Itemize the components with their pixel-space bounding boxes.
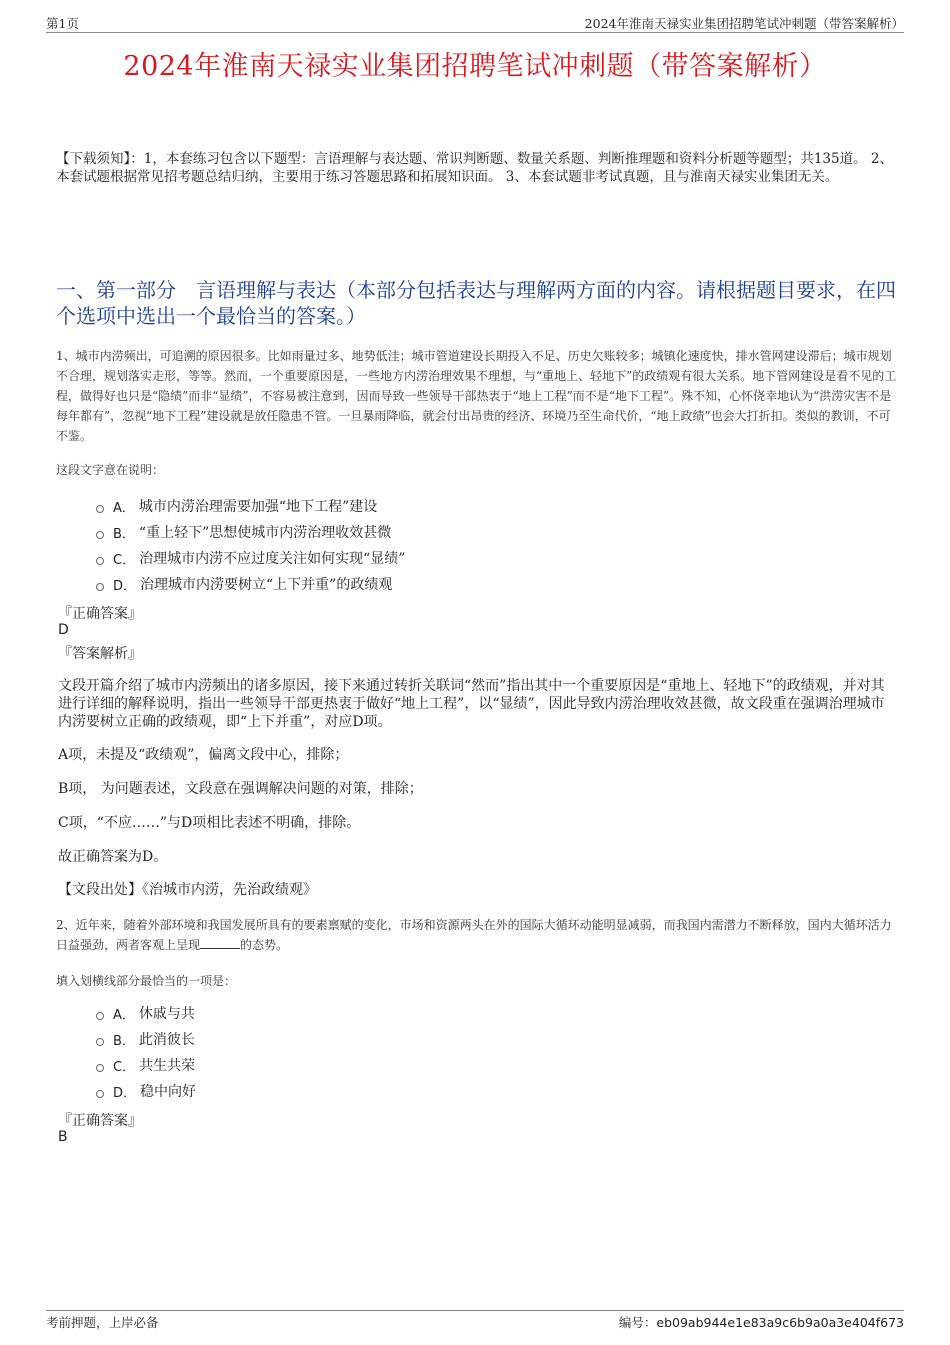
correct-answer-label: 『正确答案』 <box>58 1113 142 1129</box>
question-1-prompt: 这段文字意在说明： <box>56 463 165 477</box>
correct-answer: B <box>58 1129 68 1145</box>
radio-button-icon[interactable] <box>96 1012 104 1020</box>
download-notice: 【下载须知】：1，本套练习包含以下题型：言语理解与表达题、常识判断题、数量关系题、判断推理题和资料分析题等题型；共135道。 2、本套试题根据常见招考题总结归纳，主要用于练习答题思路和拓展知识面。 3、本套试题非考试真题，且与淮南天禄实业集团无关。 <box>56 151 893 185</box>
option-b[interactable]: B． 此消彼长 <box>96 1026 796 1052</box>
option-d[interactable]: D． 稳中向好 <box>96 1078 796 1104</box>
question-1-options <box>96 493 796 597</box>
radio-button-icon[interactable] <box>96 1090 104 1098</box>
question-2-prompt: 填入划横线部分最恰当的一项是： <box>56 974 237 988</box>
analysis-option-a: A项，未提及“政绩观”，偏离文段中心，排除； <box>58 747 349 763</box>
source-citation: 【文段出处】《治城市内涝，先治政绩观》 <box>58 882 317 898</box>
document-title: 2024年淮南天禄实业集团招聘笔试冲刺题（带答案解析） <box>123 51 827 82</box>
option-c[interactable]: C． 共生共荣 <box>96 1052 796 1078</box>
header-doc-title: 2024年淮南天禄实业集团招聘笔试冲刺题（带答案解析） <box>584 16 904 31</box>
radio-button-icon[interactable] <box>96 505 104 513</box>
analysis-conclusion: 故正确答案为D。 <box>58 849 168 865</box>
radio-button-icon[interactable] <box>96 583 104 591</box>
option-d[interactable]: D． 治理城市内涝要树立“上下并重”的政绩观 <box>96 571 796 597</box>
footer-slogan: 考前押题，上岸必备 <box>46 1315 159 1330</box>
radio-button-icon[interactable] <box>96 531 104 539</box>
page-header <box>46 14 904 32</box>
option-a[interactable]: A． 城市内涝治理需要加强“地下工程”建设 <box>96 493 796 519</box>
question-2-options <box>96 1000 796 1104</box>
analysis-option-c: C项，“不应……”与D项相比表述不明确，排除。 <box>58 815 361 831</box>
analysis-option-b: B项， 为问题表述，文段意在强调解决问题的对策，排除； <box>58 781 423 797</box>
page-number: 第1页 <box>46 16 79 31</box>
correct-answer-label: 『正确答案』 <box>58 606 142 622</box>
radio-button-icon[interactable] <box>96 1064 104 1072</box>
header-divider <box>46 32 904 33</box>
section-heading: 一、第一部分 言语理解与表达（本部分包括表达与理解两方面的内容。请根据题目要求，在四个选项中选出一个最恰当的答案。） <box>56 278 896 328</box>
question-1-text: 1、城市内涝频出，可追溯的原因很多。比如雨量过多、地势低洼；城市管道建设长期投入不足、历史欠账较多；城镇化速度快，排水管网建设滞后；城市规划不合理，规划落实走形，等等。然而，一个重要原因是，一些地方内涝治理效果不理想，与“重地上、轻地下”的政绩观有很大关系。地下管网建设是看不见的工程，做得好也只是“隐绩”而非“显绩”，不容易被注意到，因而导致一些领导干部热衷于“地上工程”而不是“地下工程”。殊不知，心怀侥幸地认为“洪涝灾害不是每年都有”，忽视“地下工程”建设就是放任隐患不管。一旦暴雨降临，就会付出昂贵的经济、环境乃至生命代价，“地上政绩”也会大打折扣。类似的教训，不可不鉴。 <box>56 349 897 443</box>
option-a[interactable]: A． 休戚与共 <box>96 1000 796 1026</box>
question-2-text: 2、近年来，随着外部环境和我国发展所具有的要素禀赋的变化，市场和资源两头在外的国际大循环动能明显减弱，而我国内需潜力不断释放，国内大循环活力日益强劲，两者客观上呈现 的态势。 <box>56 918 892 952</box>
analysis-label: 『答案解析』 <box>58 646 142 662</box>
option-b[interactable]: B． “重上轻下”思想使城市内涝治理收效甚微 <box>96 519 796 545</box>
option-c[interactable]: C． 治理城市内涝不应过度关注如何实现“显绩” <box>96 545 796 571</box>
document-code: 编号：eb09ab944e1e83a9c6b9a0a3e404f673 <box>618 1315 904 1330</box>
correct-answer: D <box>58 622 69 638</box>
radio-button-icon[interactable] <box>96 1038 104 1046</box>
footer-divider <box>46 1310 904 1311</box>
fill-blank <box>200 937 240 949</box>
radio-button-icon[interactable] <box>96 557 104 565</box>
analysis-paragraph: 文段开篇介绍了城市内涝频出的诸多原因，接下来通过转折关联词“然而”指出其中一个重要原因是“重地上、轻地下”的政绩观，并对其进行详细的解释说明，指出一些领导干部更热衷于做好“地上工程”，以“显绩”，因此导致内涝治理收效甚微，故文段重在强调治理城市内涝要树立正确的政绩观，即“上下并重”，对应D项。 <box>58 678 885 730</box>
